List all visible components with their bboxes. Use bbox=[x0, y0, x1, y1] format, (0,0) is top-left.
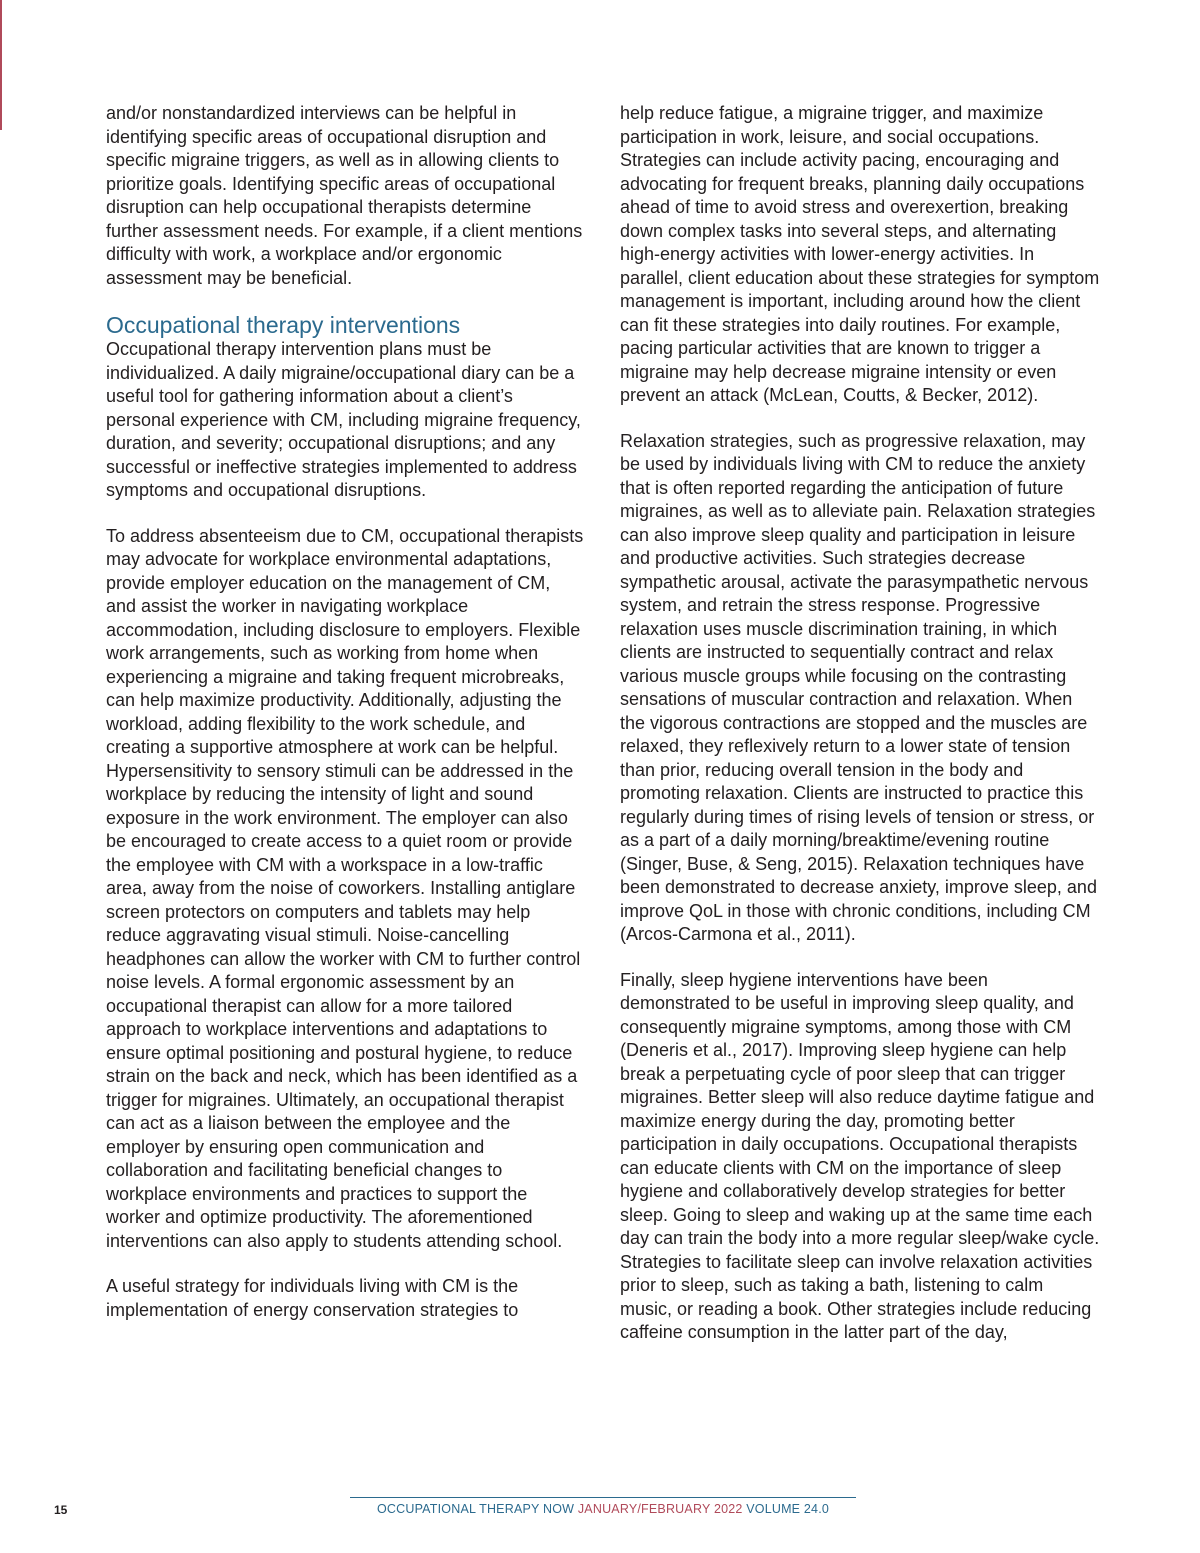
footer-volume: VOLUME 24.0 bbox=[746, 1502, 830, 1516]
footer-magazine-title: OCCUPATIONAL THERAPY NOW bbox=[376, 1502, 575, 1516]
running-footer bbox=[350, 1502, 856, 1516]
right-column bbox=[620, 102, 1100, 1367]
page-edge-mark bbox=[0, 0, 2, 130]
page-number: 15 bbox=[54, 1503, 68, 1517]
right-paragraph-2: Relaxation strategies, such as progressive relaxation, may be used by individuals living with CM to reduce the anxiety that is often reported regarding the anticipation of future migraines, as well as to alleviate pain. Relaxation strategies can also improve sleep quality and participation in leisure and productive activities. Such strategies decrease sympathetic arousal, activate the parasympathetic nervous system, and retrain the stress response. Progressive relaxation uses muscle discrimination training, in which clients are instructed to sequentially contract and relax various muscle groups while focusing on the contrasting sensations of muscular contraction and relaxation. When the vigorous contractions are stopped and the muscles are relaxed, they reflexively return to a lower state of tension than prior, reducing overall tension in the body and promoting relaxation. Clients are instructed to practice this regularly during times of rising levels of tension or stress, or as a part of a daily morning/breaktime/evening routine (Singer, Buse, & Seng, 2015). Relaxation techniques have been demonstrated to decrease anxiety, improve sleep, and improve QoL in those with chronic conditions, including CM (Arcos-Carmona et al., 2011). bbox=[620, 430, 1097, 944]
section-heading: Occupational therapy interventions bbox=[106, 312, 461, 338]
left-column bbox=[106, 102, 584, 1344]
right-paragraph-3: Finally, sleep hygiene interventions have been demonstrated to be useful in improving sleep quality, and consequently migraine symptoms, among those with CM (Deneris et al., 2017). Improving sleep hygiene can help break a perpetuating cycle of poor sleep that can trigger migraines. Better sleep will also reduce daytime fatigue and maximize energy during the day, promoting better participation in daily occupations. Occupational therapists can educate clients with CM on the importance of sleep hygiene and collaboratively develop strategies for better sleep. Going to sleep and waking up at the same time each day can train the body into a more regular sleep/wake cycle. Strategies to facilitate sleep can involve relaxation activities prior to sleep, such as taking a bath, listening to calm music, or reading a book. Other strategies include reducing caffeine consumption in the latter part of the day, bbox=[620, 969, 1100, 1342]
left-paragraph-2: Occupational therapy intervention plans must be individualized. A daily migraine/occupational diary can be a useful tool for gathering information about a client’s personal experience with CM, including migraine frequency, duration, and severity; occupational disruptions; and any successful or ineffective strategies implemented to address symptoms and occupational disruptions. bbox=[106, 339, 581, 500]
left-paragraph-3: To address absenteeism due to CM, occupational therapists may advocate for workplace environmental adaptations, provide employer education on the management of CM, and assist the worker in navigating workplace accommodation, including disclosure to employers. Flexible work arrangements, such as working from home when experiencing a migraine and taking frequent microbreaks, can help maximize productivity. Additionally, adjusting the workload, adding flexibility to the work schedule, and creating a supportive atmosphere at work can be helpful. Hypersensitivity to sensory stimuli can be addressed in the workplace by reducing the intensity of light and sound exposure in the work environment. The employer can also be encouraged to create access to a quiet room or provide the employee with CM with a workspace in a low-traffic area, away from the noise of coworkers. Installing antiglare screen protectors on computers and tablets may help reduce aggravating visual stimuli. Noise-cancelling headphones can allow the worker with CM to further control noise levels. A formal ergonomic assessment by an occupational therapist can allow for a more tailored approach to workplace interventions and adaptations to ensure optimal positioning and postural hygiene, to reduce strain on the back and neck, which has been identified as a trigger for migraines. Ultimately, an occupational therapist can act as a liaison between the employee and the employer by ensuring open communication and collaboration and facilitating beneficial changes to workplace environments and practices to support the worker and optimize productivity. The aforementioned interventions can also apply to students attending school. bbox=[106, 525, 584, 1251]
footer-issue-date: JANUARY/FEBRUARY 2022 bbox=[577, 1502, 743, 1516]
left-paragraph-4: A useful strategy for individuals living with CM is the implementation of energy conservation strategies to bbox=[106, 1276, 519, 1320]
left-paragraph-1: and/or nonstandardized interviews can be helpful in identifying specific areas of occupational disruption and specific migraine triggers, as well as in allowing clients to prioritize goals. Identifying specific areas of occupational disruption can help occupational therapists determine further assessment needs. For example, if a client mentions difficulty with work, a workplace and/or ergonomic assessment may be beneficial. bbox=[106, 103, 583, 288]
footer-rule bbox=[350, 1497, 856, 1498]
right-paragraph-1: help reduce fatigue, a migraine trigger, and maximize participation in work, leisure, and social occupations. Strategies can include activity pacing, encouraging and advocating for frequent breaks, planning daily occupations ahead of time to avoid stress and overexertion, breaking down complex tasks into several steps, and alternating high-energy activities with lower-energy activities. In parallel, client education about these strategies for symptom management is important, including around how the client can fit these strategies into daily routines. For example, pacing particular activities that are known to trigger a migraine may help decrease migraine intensity or even prevent an attack (McLean, Coutts, & Becker, 2012). bbox=[620, 103, 1100, 405]
